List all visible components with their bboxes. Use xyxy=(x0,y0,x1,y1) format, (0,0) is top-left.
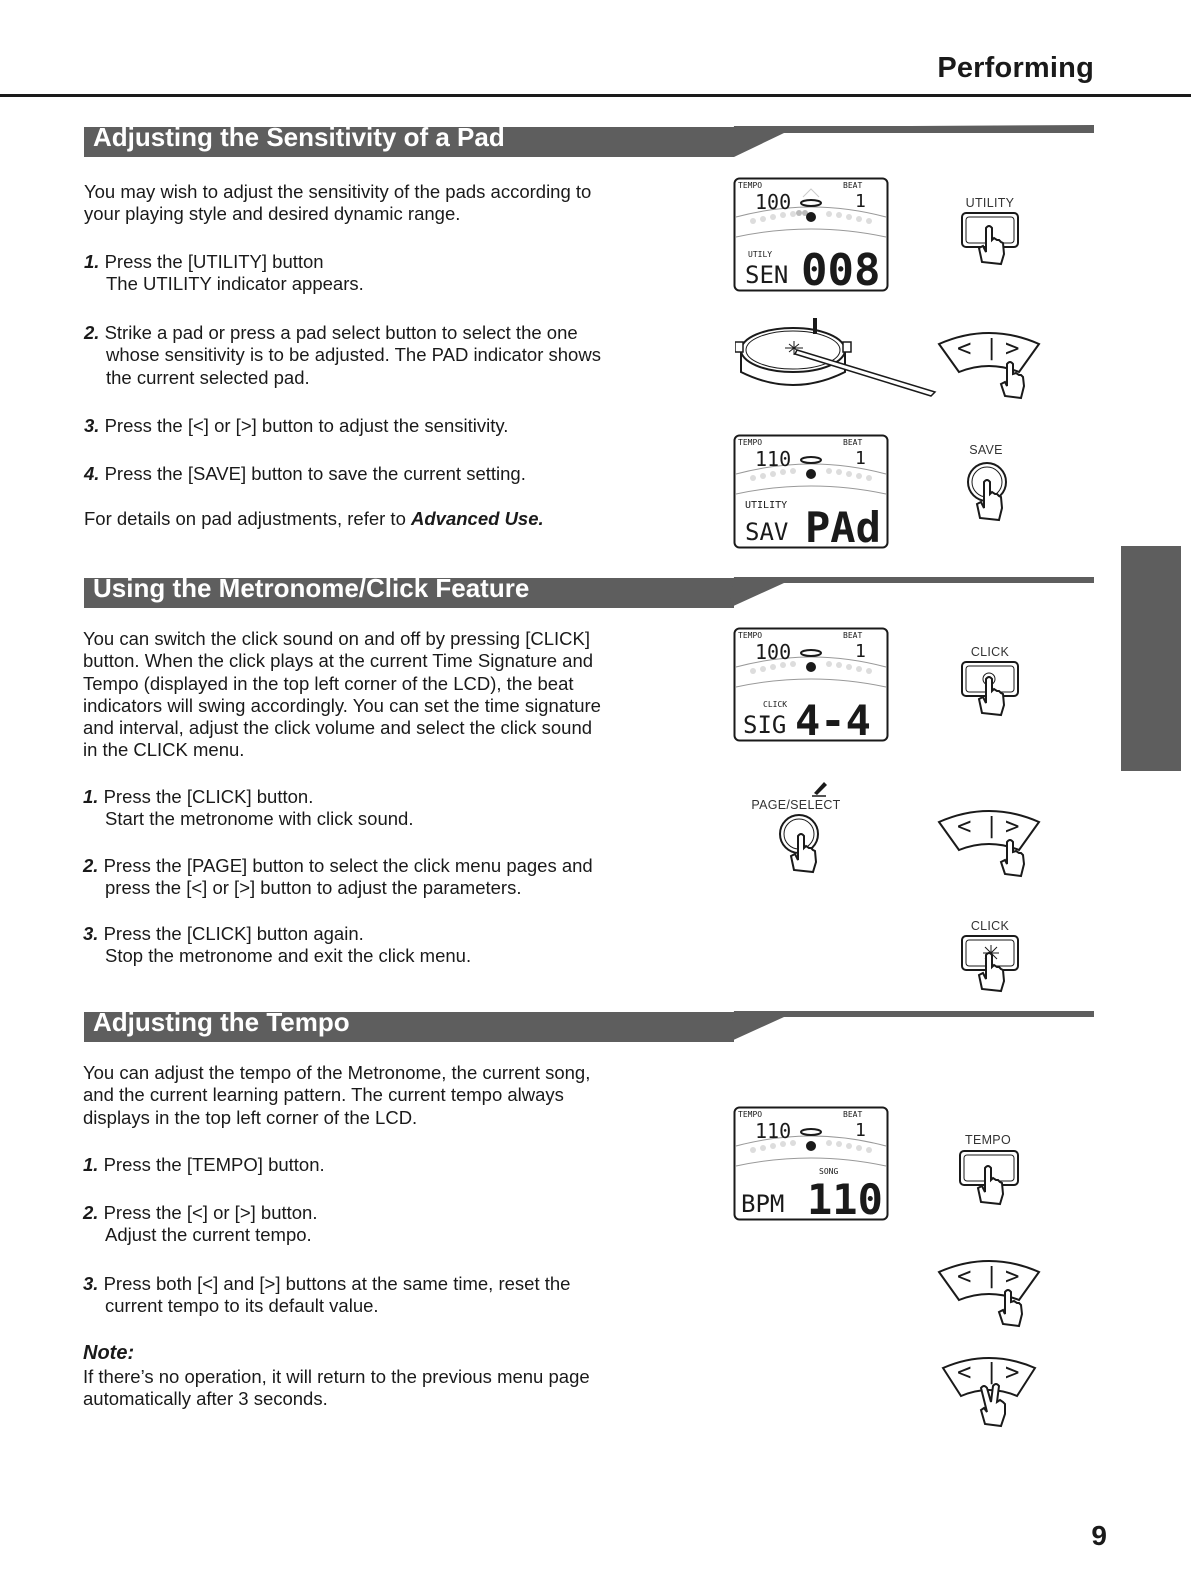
svg-text:SAV: SAV xyxy=(745,518,789,546)
sensitivity-footer: For details on pad adjustments, refer to Advanced Use. xyxy=(84,508,544,529)
svg-text:<: < xyxy=(957,1262,972,1290)
svg-text:CLICK: CLICK xyxy=(763,700,788,709)
pencil-icon xyxy=(810,779,830,797)
tempo-intro: You can adjust the tempo of the Metronome, the current song, and the current learning pattern. The current tempo always displays in the top left corner of the LCD. xyxy=(83,1062,591,1128)
step-3: 3. Press both [<] and [>] buttons at the same time, reset the current tempo to its default value. xyxy=(83,1273,571,1317)
save-button[interactable] xyxy=(960,460,1012,522)
header-rule xyxy=(0,94,1191,97)
utility-button[interactable] xyxy=(955,210,1025,268)
section-bar-tempo xyxy=(84,1007,1094,1042)
click-label-again: CLICK xyxy=(970,919,1010,933)
section-bar-metronome xyxy=(84,573,1094,608)
svg-text:>: > xyxy=(1005,1358,1020,1386)
svg-text:<: < xyxy=(957,334,972,362)
svg-text:110: 110 xyxy=(807,1175,883,1221)
svg-text:<: < xyxy=(957,812,972,840)
svg-text:|: | xyxy=(985,1264,999,1289)
svg-text:TEMPO: TEMPO xyxy=(738,631,763,640)
chapter-side-tab xyxy=(1121,546,1181,771)
lcd-display xyxy=(733,1106,889,1221)
svg-text:<: < xyxy=(957,1358,972,1386)
svg-text:|: | xyxy=(985,1360,999,1385)
svg-text:|: | xyxy=(985,814,999,839)
click-label: CLICK xyxy=(970,645,1010,659)
step-3: 3. Press the [<] or [>] button to adjust the sensitivity. xyxy=(84,415,509,436)
svg-text:1: 1 xyxy=(855,641,866,662)
svg-text:1: 1 xyxy=(855,1120,866,1141)
note-body: If there’s no operation, it will return to the previous menu page automatically after 3 seconds. xyxy=(83,1366,590,1410)
svg-text:BEAT: BEAT xyxy=(843,631,863,640)
click-button[interactable] xyxy=(955,659,1025,719)
svg-text:SEN: SEN xyxy=(745,261,789,289)
svg-text:BEAT: BEAT xyxy=(843,181,863,190)
step-3: 3. Press the [CLICK] button again. Stop the metronome and exit the click menu. xyxy=(83,923,472,967)
step-2: 2. Press the [PAGE] button to select the click menu pages and press the [<] or [>] button to adjust the parameters. xyxy=(83,855,593,899)
svg-text:100: 100 xyxy=(755,640,792,664)
svg-text:SONG: SONG xyxy=(819,1167,839,1176)
step-1: 1. Press the [TEMPO] button. xyxy=(83,1154,325,1175)
svg-text:UTILY: UTILY xyxy=(748,250,773,259)
svg-text:>: > xyxy=(1005,812,1020,840)
page-select-label: PAGE/SELECT xyxy=(751,798,841,812)
selector-buttons[interactable] xyxy=(937,806,1043,878)
svg-text:TEMPO: TEMPO xyxy=(738,1110,763,1119)
chapter-title: Performing xyxy=(937,52,1094,84)
svg-text:110: 110 xyxy=(755,1119,792,1143)
page-select-button[interactable] xyxy=(778,812,830,874)
step-2: 2. Press the [<] or [>] button. Adjust the current tempo. xyxy=(83,1202,318,1246)
step-4: 4. Press the [SAVE] button to save the current setting. xyxy=(84,463,526,484)
svg-text:1: 1 xyxy=(855,448,866,469)
section-title: Adjusting the Tempo xyxy=(93,1007,350,1037)
metronome-intro: You can switch the click sound on and off by pressing [CLICK] button. When the click plays at the current Time Signature and Tempo (displayed in the top left corner of the LCD), the beat indicators will swing accordingly. You can set the time signature and interval, adjust the click volume and select the click sound in the CLICK menu. xyxy=(83,628,601,761)
svg-text:4-4: 4-4 xyxy=(795,696,871,742)
section-bar-sensitivity xyxy=(84,122,1094,157)
svg-text:TEMPO: TEMPO xyxy=(738,438,763,447)
save-label: SAVE xyxy=(969,443,1003,457)
drum-pad-stick-illustration xyxy=(735,314,945,398)
step-1: 1. Press the [CLICK] button. Start the metronome with click sound. xyxy=(83,786,414,830)
section-title: Using the Metronome/Click Feature xyxy=(93,573,530,603)
svg-text:>: > xyxy=(1005,1262,1020,1290)
step-2: 2. Strike a pad or press a pad select button to select the one whose sensitivity is to be adjusted. The PAD indicator shows the current selected pad. xyxy=(84,322,601,388)
svg-text:PAd: PAd xyxy=(805,503,881,549)
lcd-display xyxy=(733,177,889,292)
svg-text:UTILITY: UTILITY xyxy=(745,500,788,511)
note-heading: Note: xyxy=(83,1342,135,1364)
svg-text:008: 008 xyxy=(801,245,881,292)
svg-text:SIG: SIG xyxy=(743,711,787,739)
section-title: Adjusting the Sensitivity of a Pad xyxy=(93,122,505,152)
lcd-display xyxy=(733,627,889,742)
selector-buttons[interactable] xyxy=(937,328,1043,400)
selector-buttons[interactable] xyxy=(937,1256,1043,1328)
tempo-button[interactable] xyxy=(953,1148,1025,1208)
tempo-label: TEMPO xyxy=(965,1133,1011,1147)
svg-text:110: 110 xyxy=(755,447,792,471)
svg-text:BEAT: BEAT xyxy=(843,438,863,447)
step-1: 1. Press the [UTILITY] button The UTILITY indicator appears. xyxy=(84,251,364,295)
sensitivity-intro: You may wish to adjust the sensitivity of the pads according to your playing style and desired dynamic range. xyxy=(84,181,592,225)
click-button-again[interactable] xyxy=(955,933,1025,995)
selector-buttons-both[interactable] xyxy=(937,1352,1043,1428)
svg-text:>: > xyxy=(1005,334,1020,362)
svg-text:1: 1 xyxy=(855,191,866,212)
lcd-display xyxy=(733,434,889,549)
svg-text:TEMPO: TEMPO xyxy=(738,181,763,190)
svg-text:BPM: BPM xyxy=(741,1190,785,1218)
svg-text:BEAT: BEAT xyxy=(843,1110,863,1119)
svg-text:100: 100 xyxy=(755,190,792,214)
utility-label: UTILITY xyxy=(965,196,1015,210)
svg-text:|: | xyxy=(985,336,999,361)
page-number: 9 xyxy=(1091,1520,1107,1551)
